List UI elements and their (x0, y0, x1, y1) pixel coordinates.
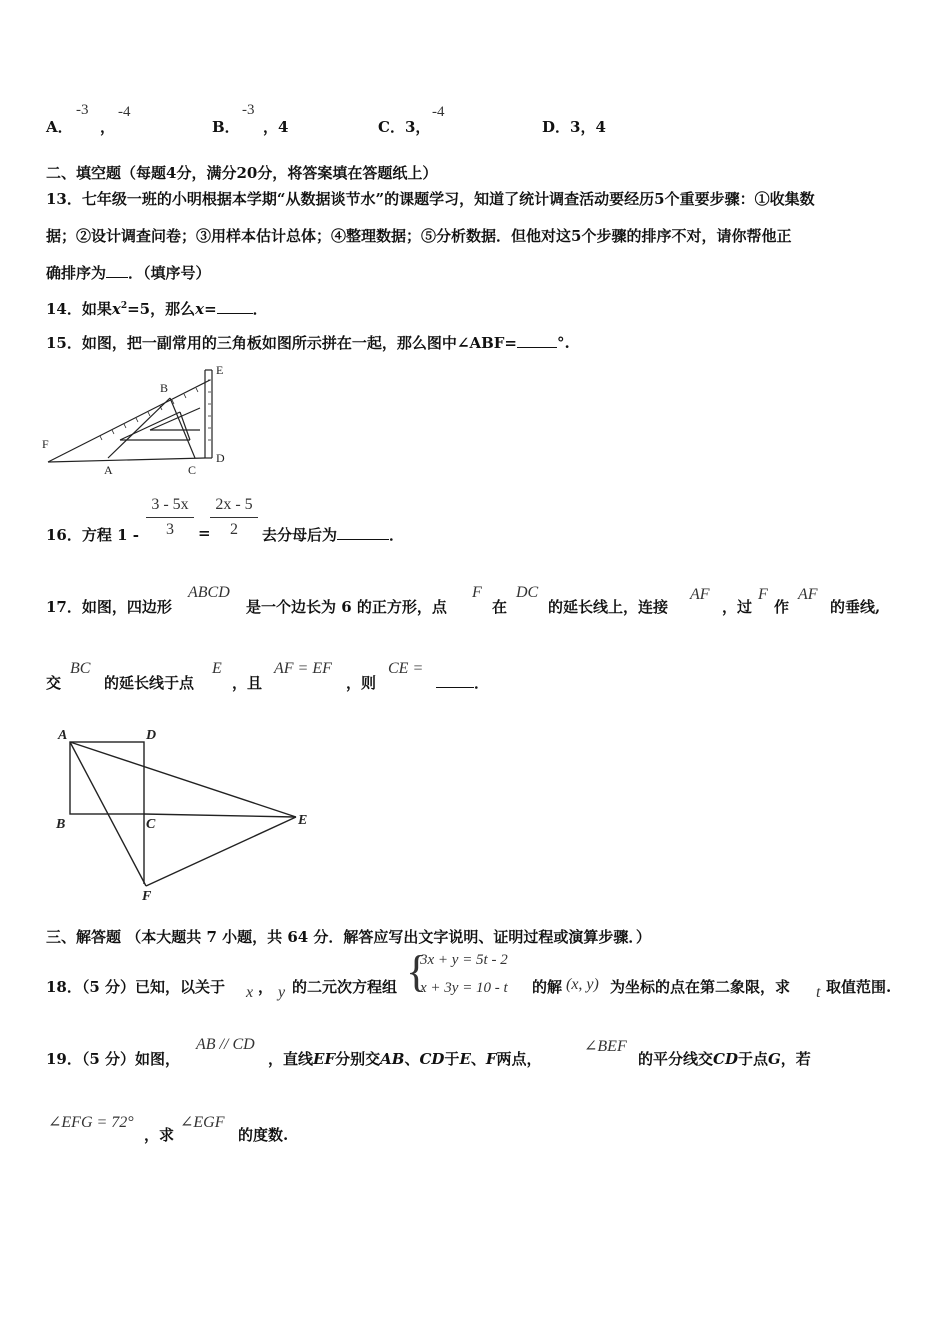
q13-answer-blank[interactable] (106, 277, 128, 278)
q18-sep: ， (258, 978, 274, 996)
q14-var-x2: x (195, 300, 205, 318)
q19-v-ab: AB (380, 1050, 405, 1068)
q17-m-abcd: ABCD (188, 584, 230, 601)
q18-m-x: x (246, 984, 254, 1001)
q18-m-y: y (278, 984, 286, 1001)
q17-m-af2: AF (798, 586, 818, 603)
q17-t5: ，过 (722, 598, 753, 616)
q16-pre: 16．方程 1 - (46, 526, 139, 544)
q18-m-t: t (816, 984, 821, 1001)
q15-post: °. (556, 334, 570, 352)
q19-t10: ，若 (780, 1050, 811, 1068)
q17-t6: 作 (774, 598, 790, 616)
q17-t1: 17．如图，四边形 (46, 598, 172, 616)
q16-post (262, 524, 404, 545)
q15-label-a: A (104, 463, 113, 477)
q18-t4: 取值范围. (826, 978, 892, 996)
q19-v-cd2: CD (713, 1050, 738, 1068)
q17-m-e: E (212, 660, 222, 677)
q17-label-c: C (146, 817, 156, 832)
option-a-value1: -3 (76, 102, 89, 118)
q17-m-afef: AF = EF (274, 660, 332, 677)
q14-var-x: x (111, 300, 121, 318)
q19-t5: 于 (444, 1050, 460, 1068)
q19-v-f: F (485, 1050, 497, 1068)
option-d: D．3，4 (542, 118, 606, 136)
q17-label-d: D (146, 728, 157, 743)
q18-brace: { (406, 947, 428, 996)
q13-line3-post: ．（填序号） (128, 264, 211, 282)
q14-mid: =5，那么 (127, 300, 196, 318)
q17-answer-blank[interactable] (436, 687, 474, 688)
q19-t9: 于点 (737, 1050, 768, 1068)
q17-square (70, 742, 144, 814)
q19-t6: 、 (470, 1050, 486, 1068)
q16-frac1-bar (146, 517, 194, 518)
q17-t9: 的延长线于点 (104, 674, 195, 692)
q15-triangle-figure (40, 360, 240, 480)
q16-frac2-bar (210, 517, 258, 518)
q19-v-e: E (459, 1050, 471, 1068)
q15-line-f-top (48, 380, 210, 462)
q17-m-bc: BC (70, 660, 91, 677)
q17-t10: ，且 (232, 674, 263, 692)
q17-t7: 的垂线, (830, 598, 881, 616)
option-a-value2: -4 (118, 104, 131, 120)
q17-answer (436, 672, 489, 693)
q13-line3 (46, 262, 211, 283)
q13-line2: 据；②设计调查问卷；③用样本估计总体；④整理数据；⑤分析数据．但他对这5个步骤的排序不对，请你帮他正 (46, 227, 792, 245)
q18-t3: 为坐标的点在第二象限，求 (610, 978, 791, 996)
q13-line1: 13．七年级一班的小明根据本学期“从数据谈节水”的课题学习，知道了统计调查活动要经历5个重要步骤：①收集数 (46, 190, 815, 208)
q17-m-af1: AF (690, 586, 710, 603)
q17-t2: 是一个边长为 6 的正方形，点 (246, 598, 447, 616)
q15-vertical-ticks (208, 380, 211, 440)
q17-t8: 交 (46, 674, 62, 692)
q15-answer-blank[interactable] (517, 347, 557, 348)
q18-t2: 的解 (532, 978, 563, 996)
q17-line-c-e (144, 814, 296, 817)
option-a-sep: ， (100, 118, 116, 136)
q19-m-abcd: AB // CD (196, 1036, 255, 1053)
q14-pre: 14．如果 (46, 300, 112, 318)
q19-t2 (268, 1048, 542, 1069)
q14-exp: 2 (120, 301, 128, 311)
q15-inner-1 (120, 412, 180, 440)
q15-text (46, 332, 570, 353)
q15-label-c: C (188, 463, 197, 477)
q19-t7: 两点， (496, 1050, 542, 1068)
q16-fraction-right (210, 496, 258, 539)
q15-ruler-ticks (100, 388, 198, 440)
q18-pre: 18．（5 分）已知，以关于 (46, 978, 226, 996)
q16-frac2-den: 2 (230, 521, 238, 538)
q19-m-bef: ∠BEF (584, 1038, 627, 1055)
q16-answer-blank[interactable] (337, 539, 389, 540)
q17-label-f: F (142, 889, 152, 904)
q18-eq1: 3x + y = 5t - 2 (420, 952, 508, 968)
q15-line-f-base (48, 458, 205, 462)
q19-t8: 的平分线交 (638, 1050, 714, 1068)
q19-t2-text: ，直线 (268, 1050, 314, 1068)
q16-end: ． (389, 526, 405, 544)
q16-frac2-num: 2x - 5 (215, 496, 253, 513)
q13-line3-pre: 确排序为 (46, 264, 107, 282)
q17-m-f2: F (758, 586, 768, 603)
q18-m-xy: (x, y) (566, 976, 599, 993)
q15-label-e: E (216, 363, 224, 377)
q16-frac1-num: 3 - 5x (151, 496, 189, 513)
option-c-label: C．3， (378, 118, 431, 136)
q19-t11: ，求 (144, 1126, 175, 1144)
q17-label-a: A (58, 728, 68, 743)
q17-t11: ，则 (346, 674, 377, 692)
q19-pre: 19．（5 分）如图， (46, 1050, 181, 1068)
q19-m-efg: ∠EFG = 72° (48, 1114, 134, 1131)
q17-m-dc: DC (516, 584, 539, 601)
q19-v-g: G (767, 1050, 781, 1068)
q19-t12: 的度数. (238, 1126, 289, 1144)
q19-m-egf: ∠EGF (180, 1114, 225, 1131)
option-b-rest: ，4 (263, 118, 289, 136)
q15-line-b-c (170, 398, 195, 458)
option-a-label: A． (46, 118, 73, 136)
q15-label-b: B (160, 381, 169, 395)
q17-t4: 的延长线上，连接 (548, 598, 669, 616)
option-c-value2: -4 (432, 104, 445, 120)
q17-label-e: E (298, 813, 308, 828)
q19-v-cd: CD (419, 1050, 445, 1068)
section3-heading: 三、解答题 （本大题共 7 小题，共 64 分．解答应写出文字说明、证明过程或演算步骤．） (46, 928, 651, 946)
q17-m-f1: F (472, 584, 482, 601)
q19-v-ef: EF (313, 1050, 336, 1068)
q17-line-f-e (146, 817, 296, 886)
q14-text (46, 298, 268, 319)
q16-post-text: 去分母后为 (262, 526, 338, 544)
q18-mid: 的二元次方程组 (292, 978, 398, 996)
q19-t3: 分别交 (335, 1050, 381, 1068)
q16-fraction-left (146, 496, 194, 539)
option-b-label: B． (212, 118, 240, 136)
q14-eq: = (204, 300, 217, 318)
q15-label-d: D (216, 451, 225, 465)
q14-post: ． (252, 300, 268, 318)
q16-frac1-den: 3 (166, 521, 174, 538)
q19-t8-wrap (638, 1048, 811, 1069)
q17-t12: ． (474, 674, 490, 692)
q17-t3: 在 (492, 598, 508, 616)
q16-equals: = (198, 524, 211, 542)
section2-heading: 二、填空题（每题4分，满分20分，将答案填在答题纸上） (46, 164, 438, 182)
option-b-value1: -3 (242, 102, 255, 118)
q15-label-f: F (42, 437, 49, 451)
q18-eq2: x + 3y = 10 - t (420, 980, 508, 996)
q17-label-b: B (56, 817, 66, 832)
q17-m-ce: CE = (388, 660, 424, 677)
q14-answer-blank[interactable] (217, 313, 253, 314)
q19-t4: 、 (404, 1050, 420, 1068)
q17-square-figure (48, 722, 328, 904)
q15-stem: 15．如图，把一副常用的三角板如图所示拼在一起，那么图中∠ABF= (46, 334, 517, 352)
